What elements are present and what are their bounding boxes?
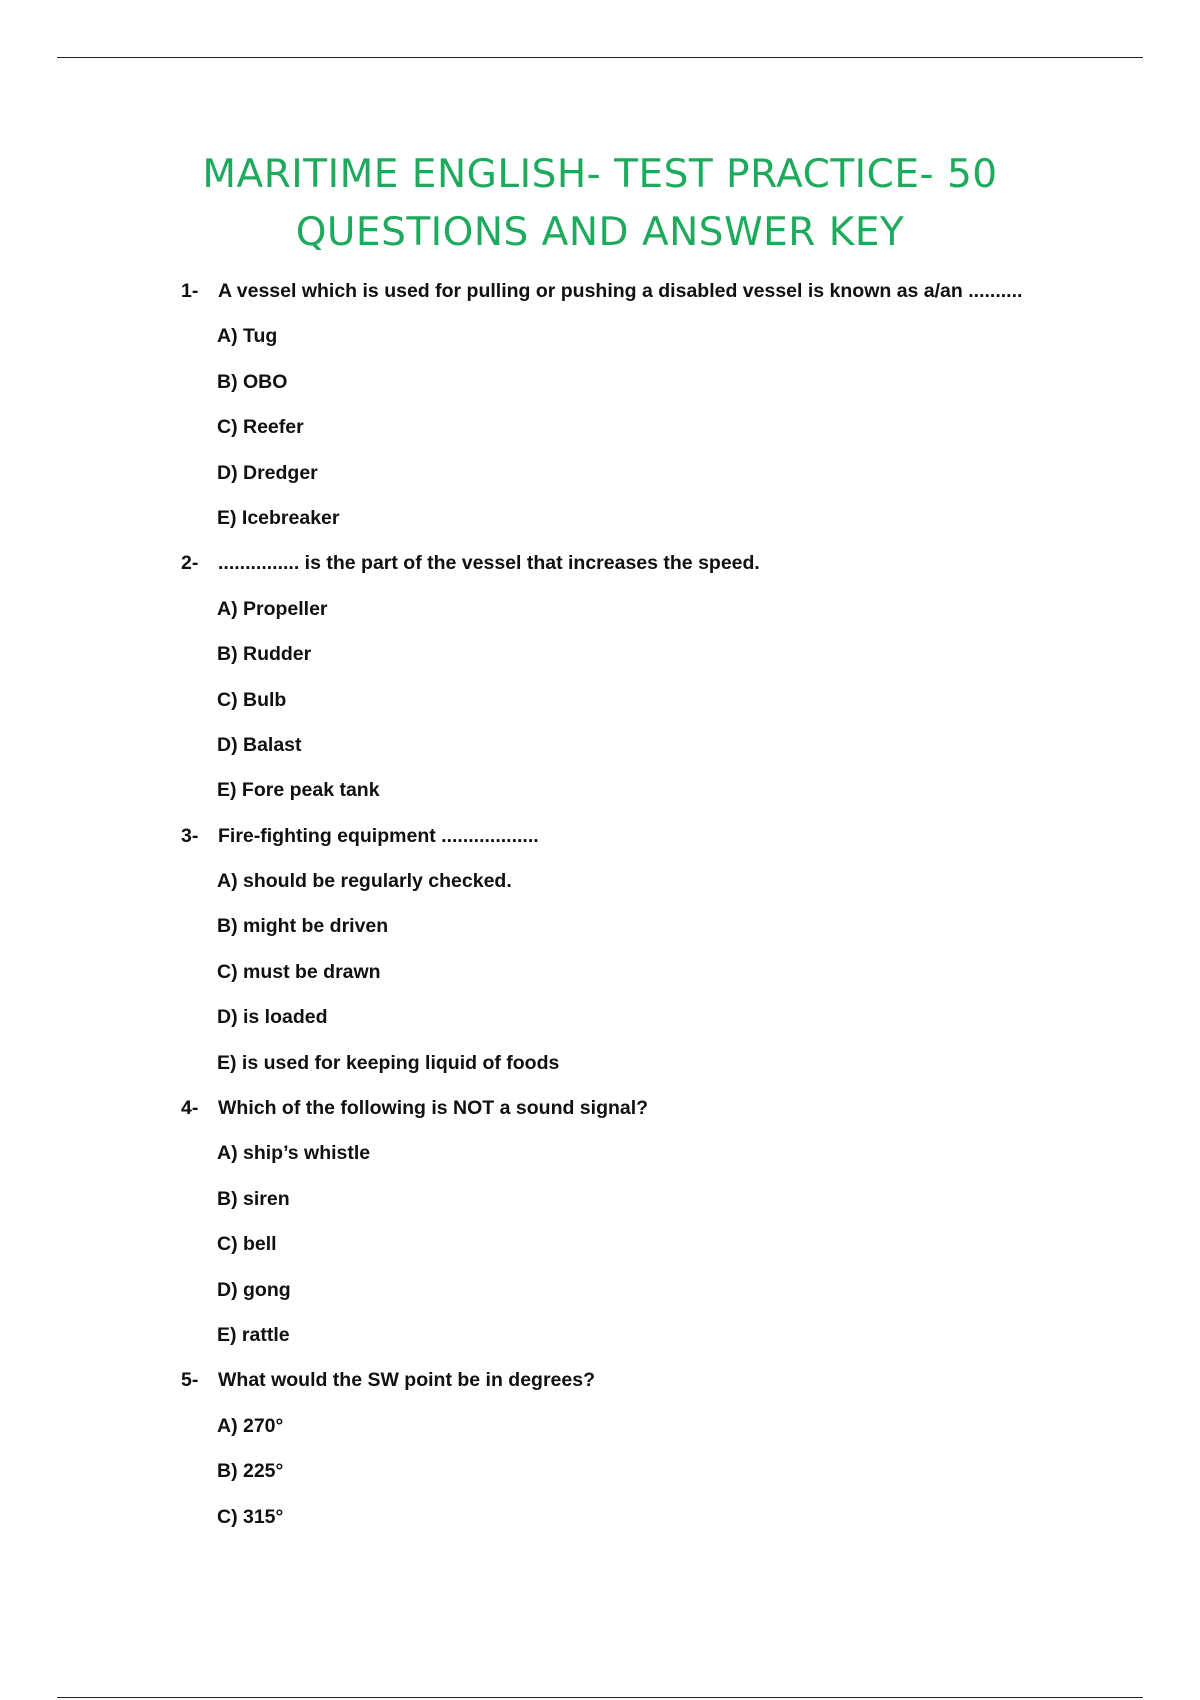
page-title-line-2: QUESTIONS AND ANSWER KEY xyxy=(295,210,905,255)
question-3-option-c: C) must be drawn xyxy=(217,960,381,983)
question-text: ............... is the part of the vessel that increases the speed. xyxy=(218,552,760,575)
page-title xyxy=(0,146,1200,262)
question-2-option-c: C) Bulb xyxy=(217,688,287,711)
question-text: A vessel which is used for pulling or pushing a disabled vessel is known as a/an .......... xyxy=(218,280,1023,302)
question-text: What would the SW point be in degrees? xyxy=(218,1369,595,1392)
question-3-option-b: B) might be driven xyxy=(217,915,389,938)
question-2-option-d: D) Balast xyxy=(217,733,302,756)
question-1-option-c: C) Reefer xyxy=(217,416,304,439)
question-5 xyxy=(181,1366,1081,1411)
question-1-option-b: B) OBO xyxy=(217,370,288,393)
question-5-option-c: C) 315° xyxy=(217,1505,284,1528)
question-list xyxy=(181,277,1081,1548)
question-text: Which of the following is NOT a sound signal? xyxy=(218,1097,649,1120)
question-number: 1- xyxy=(181,280,199,302)
question-number: 5- xyxy=(181,1369,199,1392)
question-2 xyxy=(181,549,1081,594)
question-1 xyxy=(181,277,1081,322)
question-4-option-c: C) bell xyxy=(217,1233,277,1256)
question-2-option-a: A) Propeller xyxy=(217,597,328,620)
question-4-option-d: D) gong xyxy=(217,1278,291,1301)
question-text: Fire-fighting equipment .................. xyxy=(218,824,539,847)
question-number: 3- xyxy=(181,824,199,847)
question-4 xyxy=(181,1094,1081,1139)
bottom-rule xyxy=(57,1697,1143,1698)
question-1-option-d: D) Dredger xyxy=(217,461,318,484)
question-4-option-e: E) rattle xyxy=(217,1323,290,1346)
question-5-option-a: A) 270° xyxy=(217,1414,284,1437)
question-number: 2- xyxy=(181,552,199,575)
question-3-option-d: D) is loaded xyxy=(217,1006,328,1029)
page-title-line-1: MARITIME ENGLISH- TEST PRACTICE- 50 xyxy=(202,152,998,197)
question-3 xyxy=(181,822,1081,867)
question-1-option-e: E) Icebreaker xyxy=(217,506,340,529)
question-number: 4- xyxy=(181,1097,199,1120)
question-4-option-a: A) ship’s whistle xyxy=(217,1142,371,1165)
question-5-option-b: B) 225° xyxy=(217,1460,284,1483)
question-1-option-a: A) Tug xyxy=(217,325,278,348)
question-3-option-e: E) is used for keeping liquid of foods xyxy=(217,1051,560,1074)
question-3-option-a: A) should be regularly checked. xyxy=(217,870,512,893)
question-4-option-b: B) siren xyxy=(217,1187,290,1210)
question-2-option-b: B) Rudder xyxy=(217,643,312,666)
question-2-option-e: E) Fore peak tank xyxy=(217,779,380,802)
top-rule xyxy=(57,57,1143,58)
